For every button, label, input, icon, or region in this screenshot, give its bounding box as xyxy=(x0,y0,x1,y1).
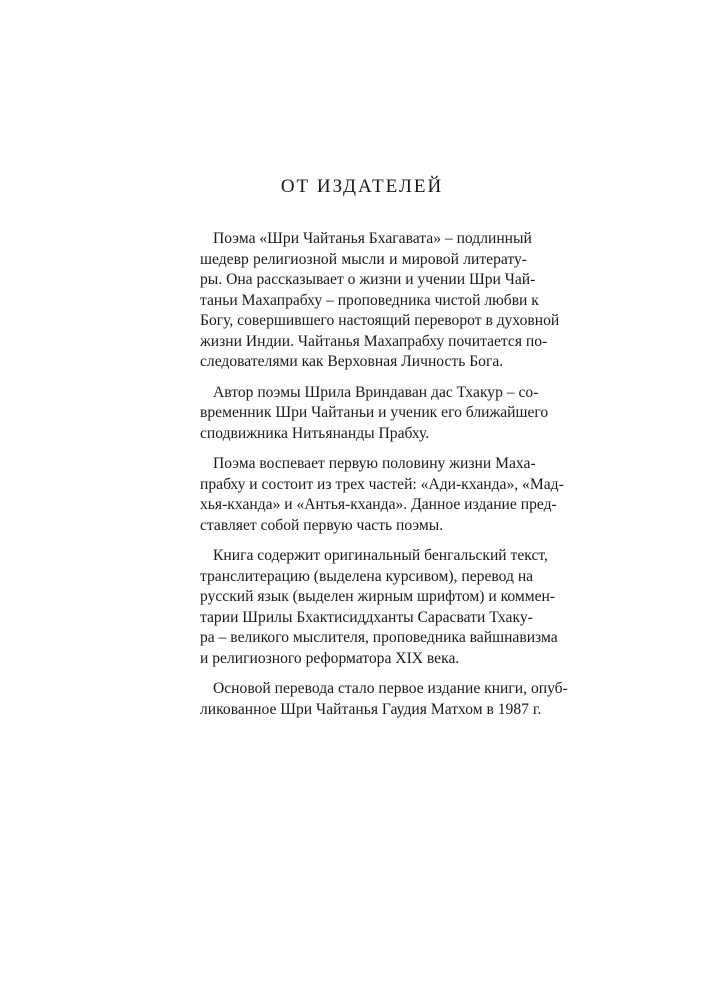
text-line: Поэма воспевает первую половину жизни Маха- xyxy=(213,455,536,472)
text-line: тарии Шрилы Бхактисиддханты Сарасвати Тхаку- xyxy=(200,608,533,626)
text-line: ликованное Шри Чайтанья Гаудия Матхом в 1987 г. xyxy=(200,700,542,718)
text-line: таньи Махапрабху – проповедника чистой любви к xyxy=(200,291,539,309)
text-line: транслитерацию (выделена курсивом), перевод на xyxy=(200,567,534,585)
text-line: Автор поэмы Шрила Вриндаван дас Тхакур – со- xyxy=(213,383,539,401)
text-line: русский язык (выделен жирным шрифтом) и коммен- xyxy=(200,588,556,605)
text-line: жизни Индии. Чайтанья Махапрабху почитается по- xyxy=(200,332,548,350)
paragraph xyxy=(200,454,564,536)
text-line: ставляет собой первую часть поэмы. xyxy=(200,516,444,534)
paragraph xyxy=(200,229,560,373)
text-line: временник Шри Чайтаньи и ученик его ближайшего xyxy=(200,404,549,421)
text-line: Основой перевода стало первое издание книги, опуб- xyxy=(213,680,568,697)
paragraph xyxy=(200,679,568,720)
text-line: прабху и состоит из трех частей: «Ади-кханда», «Мад- xyxy=(200,475,564,493)
text-line: сподвижника Нитьянанды Прабху. xyxy=(200,424,430,442)
text-line: следователями как Верховная Личность Бога. xyxy=(200,353,504,370)
body-text xyxy=(200,229,568,720)
text-line: Книга содержит оригинальный бенгальский текст, xyxy=(213,547,548,564)
paragraph xyxy=(200,546,558,669)
text-line: шедевр религиозной мысли и мировой литерату- xyxy=(200,250,527,268)
text-line: ра – великого мыслителя, проповедника вайшнавизма xyxy=(200,629,558,646)
text-line: Богу, совершившего настоящий переворот в духовной xyxy=(200,312,560,329)
text-line: ры. Она рассказывает о жизни и учении Шри Чай- xyxy=(200,271,536,288)
text-line: Поэма «Шри Чайтанья Бхагавата» – подлинный xyxy=(213,230,532,247)
text-line: и религиозного реформатора XIX века. xyxy=(200,649,460,667)
page-heading: ОТ ИЗДАТЕЛЕЙ xyxy=(280,176,444,197)
text-line: хья-кханда» и «Антья-кханда». Данное издание пред- xyxy=(200,496,557,513)
paragraph xyxy=(200,383,549,445)
